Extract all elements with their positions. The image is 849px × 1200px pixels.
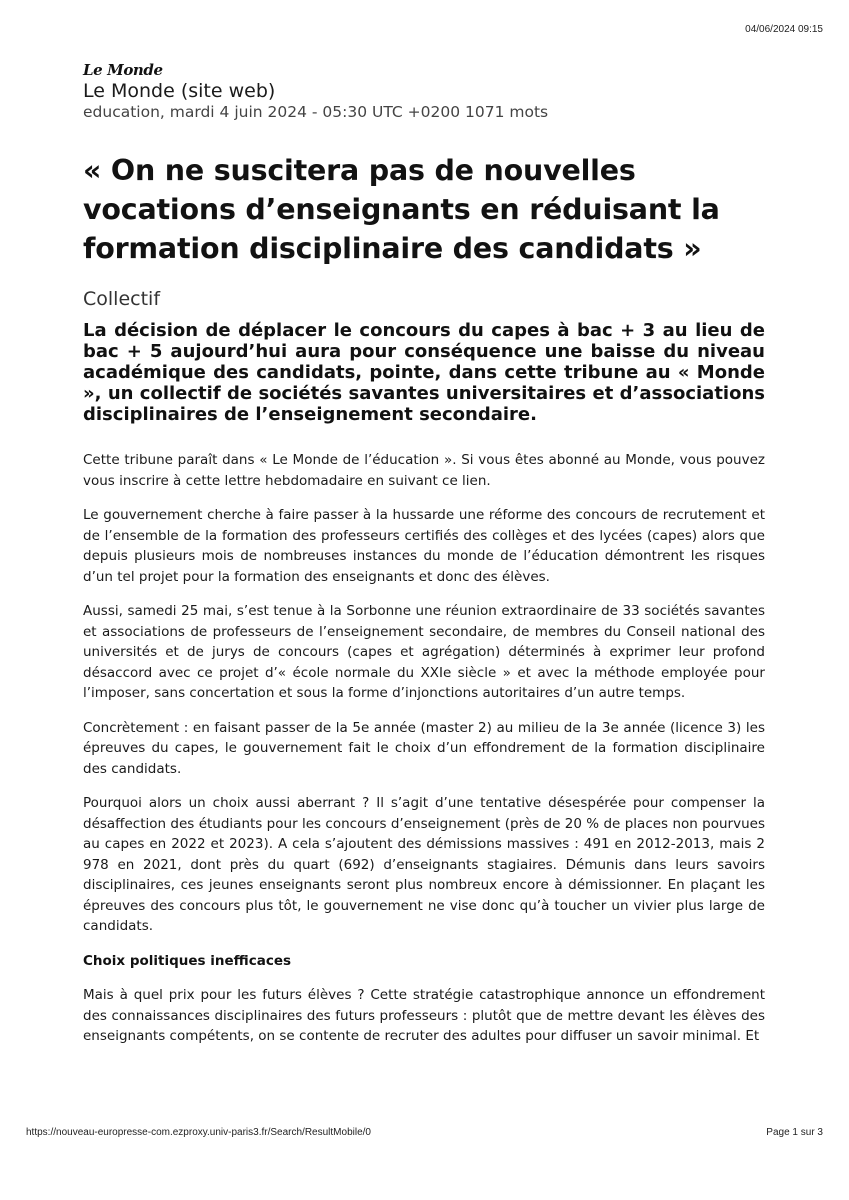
article	[83, 62, 765, 1061]
author: Collectif	[83, 288, 161, 310]
page-number: Page 1 sur 3	[766, 1127, 823, 1138]
body-paragraph: Concrètement : en faisant passer de la 5e année (master 2) au milieu de la 3e année (licence 3) les épreuves du capes, le gouvernement fait le choix d’un effondrement de la formation disciplinaire des candidats.	[83, 719, 765, 777]
body-paragraph: Cette tribune paraît dans « Le Monde de l’éducation ». Si vous êtes abonné au Monde, vous pouvez vous inscrire à cette lettre hebdomadaire en suivant ce lien.	[83, 452, 765, 489]
body-paragraph: Le gouvernement cherche à faire passer à la hussarde une réforme des concours de recrutement et de l’ensemble de la formation des professeurs certifiés des collèges et des lycées (capes) alors que depuis plusieurs mois de nombreuses instances du monde de l’éducation démontrent les risques d’un tel projet pour la formation des enseignants et donc des élèves.	[83, 507, 765, 585]
body-paragraph: Pourquoi alors un choix aussi aberrant ? Il s’agit d’une tentative désespérée pour compenser la désaffection des étudiants pour les concours d’enseignement (près de 20 % de places non pourvues au capes en 2022 et 2023). A cela s’ajoutent des démissions massives : 491 en 2012-2013, mais 2 978 en 2021, dont près du quart (692) d’enseignants stagiaires. Démunis dans leurs savoirs disciplinaires, ces jeunes enseignants seront plus nombreux encore à démissionner. En plaçant les épreuves des concours plus tôt, le gouvernement ne vise donc qu’à toucher un vivier plus large de candidats.	[83, 795, 765, 934]
body-paragraph: Mais à quel prix pour les futurs élèves ? Cette stratégie catastrophique annonce un effondrement des connaissances disciplinaires des futurs professeurs : plutôt que de mettre devant les élèves des enseignants compétents, on se contente de recruter des adultes pour diffuser un savoir minimal. Et	[83, 987, 765, 1044]
section-subhead: Choix politiques inefficaces	[83, 952, 292, 969]
le-monde-logo: Le Monde	[83, 61, 163, 79]
headline: « On ne suscitera pas de nouvelles vocations d’enseignants en réduisant la formation disciplinaire des candidats »	[83, 154, 720, 265]
article-meta: education, mardi 4 juin 2024 - 05:30 UTC +0200 1071 mots	[83, 103, 549, 121]
lede: La décision de déplacer le concours du capes à bac + 3 au lieu de bac + 5 aujourd’hui aura pour conséquence une baisse du niveau académique des candidats, pointe, dans cette tribune au « Monde », un collectif de sociétés savantes universitaires et d’associations disciplinaires de l’enseignement secondaire.	[83, 320, 765, 425]
source-title: Le Monde (site web)	[83, 80, 276, 102]
source-url[interactable]: https://nouveau-europresse-com.ezproxy.univ-paris3.fr/Search/ResultMobile/0	[26, 1127, 371, 1138]
print-datetime: 04/06/2024 09:15	[745, 24, 823, 35]
body-paragraph: Aussi, samedi 25 mai, s’est tenue à la Sorbonne une réunion extraordinaire de 33 sociétés savantes et associations de professeurs de l’enseignement secondaire, de membres du Conseil national des universités et de jurys de concours (capes et agrégation) déterminés à exprimer leur profond désaccord avec ce projet d’« école normale du XXIe siècle » et avec la méthode employée pour l’imposer, sans concertation et sous la forme d’injonctions autoritaires d’un autre temps.	[83, 603, 765, 701]
